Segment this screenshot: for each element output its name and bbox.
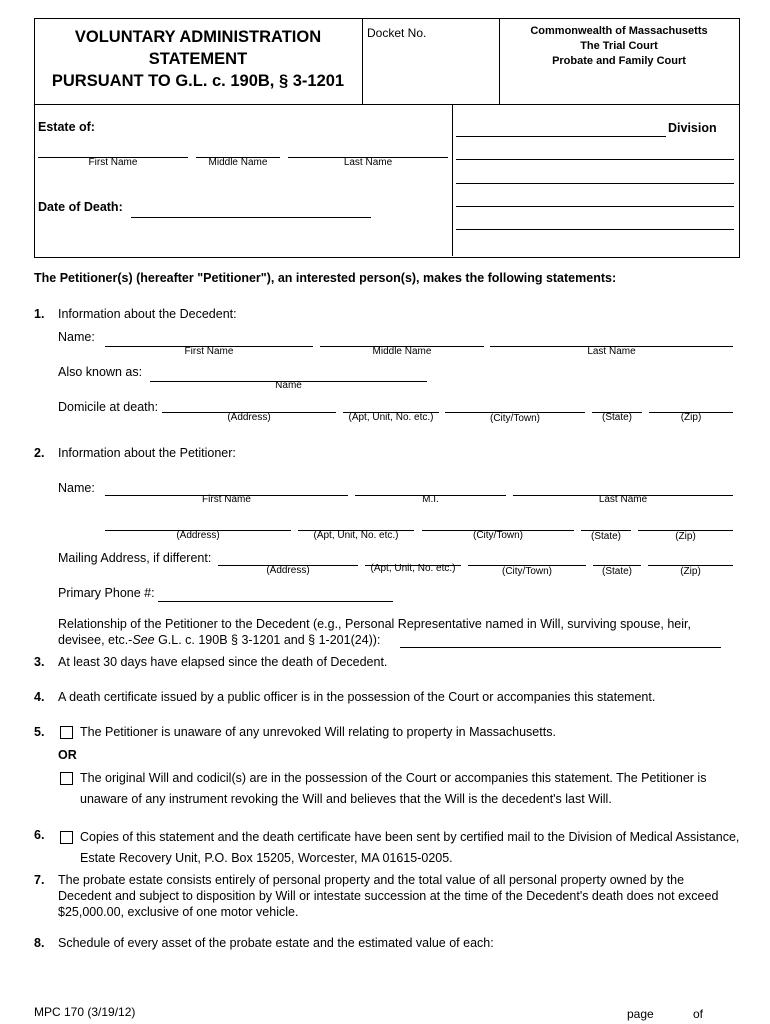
court-name [499, 24, 739, 69]
estate-middle-name-caption: Middle Name [208, 157, 268, 168]
petitioner-state-caption: (State) [590, 531, 621, 542]
section-4-number: 4. [34, 690, 45, 704]
division-line-4[interactable] [456, 206, 734, 207]
division-field[interactable] [456, 136, 666, 137]
title-line-2: STATEMENT [148, 50, 248, 68]
title-line-3: PURSUANT TO G.L. c. 190B, § 3-1201 [51, 72, 345, 90]
section-5-number: 5. [34, 725, 45, 739]
relationship-line-2 [58, 633, 380, 647]
court-line-3: Probate and Family Court [552, 55, 686, 67]
mailing-city-caption: (City/Town) [501, 566, 552, 577]
decedent-middle-caption: Middle Name [372, 346, 432, 357]
petitioner-apt-caption: (Apt, Unit, No. etc.) [313, 530, 399, 541]
relationship-field[interactable] [400, 647, 721, 648]
section-2-title: Information about the Petitioner: [58, 446, 236, 460]
phone-field[interactable] [158, 601, 393, 602]
form-id: MPC 170 (3/19/12) [34, 1005, 136, 1019]
section-3-text: At least 30 days have elapsed since the death of Decedent. [58, 655, 388, 669]
header-divider-v1 [362, 18, 363, 104]
domicile-zip-caption: (Zip) [680, 412, 702, 423]
original-will-checkbox[interactable] [60, 772, 73, 785]
or-label: OR [58, 748, 77, 762]
division-line-5[interactable] [456, 229, 734, 230]
mailing-address-label: Mailing Address, if different: [58, 551, 212, 565]
date-of-death-field[interactable] [131, 217, 371, 218]
estate-first-name-caption: First Name [88, 157, 138, 168]
domicile-state-caption: (State) [601, 412, 632, 423]
petitioner-zip-caption: (Zip) [675, 531, 696, 542]
mailing-zip-caption: (Zip) [680, 566, 701, 577]
original-will-line-1: The original Will and codicil(s) are in the possession of the Court or accompanies this statement. The Petitioner is [80, 771, 707, 785]
aka-label: Also known as: [58, 365, 143, 379]
petitioner-name-label: Name: [58, 481, 95, 495]
section-7-line-3: $25,000.00, exclusive of one motor vehicle. [58, 905, 299, 919]
domicile-apt-caption: (Apt, Unit, No. etc.) [348, 412, 434, 423]
division-line-3[interactable] [456, 183, 734, 184]
section-8-number: 8. [34, 936, 45, 950]
relationship-see: See [132, 633, 155, 647]
original-will-line-2: unaware of any instrument revoking the Will and believes that the Will is the decedent's last Will. [80, 792, 612, 806]
aka-caption: Name [275, 380, 302, 391]
copies-sent-line-2: Estate Recovery Unit, P.O. Box 15205, Worcester, MA 01615-0205. [80, 851, 453, 865]
relationship-text-a: devisee, etc.- [58, 633, 133, 647]
mailing-apt-caption: (Apt, Unit, No. etc.) [370, 563, 456, 574]
docket-label: Docket No. [367, 26, 427, 40]
copies-sent-line-1: Copies of this statement and the death certificate have been sent by certified mail to the Division of Medical Assistance, [80, 830, 740, 844]
decedent-last-caption: Last Name [587, 346, 636, 357]
petitioner-address-caption: (Address) [176, 530, 220, 541]
relationship-line-1: Relationship of the Petitioner to the Decedent (e.g., Personal Representative named in Will, surviving spouse, heir, [58, 617, 691, 631]
section-4-text: A death certificate issued by a public officer is in the possession of the Court or accompanies this statement. [58, 690, 656, 704]
title-line-1: VOLUNTARY ADMINISTRATION [74, 28, 322, 46]
domicile-label: Domicile at death: [58, 400, 159, 414]
estate-divider-v [452, 104, 453, 256]
estate-last-name-caption: Last Name [343, 157, 393, 168]
section-8-text: Schedule of every asset of the probate estate and the estimated value of each: [58, 936, 494, 950]
petitioner-mi-caption: M.I. [422, 494, 439, 505]
petitioner-last-caption: Last Name [598, 494, 648, 505]
petitioner-city-caption: (City/Town) [472, 530, 523, 541]
estate-label: Estate of: [38, 120, 95, 134]
copies-sent-checkbox[interactable] [60, 831, 73, 844]
section-1-number: 1. [34, 307, 45, 321]
of-label: of [693, 1007, 704, 1021]
section-6-number: 6. [34, 828, 45, 842]
page-label: page [627, 1007, 654, 1021]
mailing-state-caption: (State) [601, 566, 632, 577]
no-will-checkbox[interactable] [60, 726, 73, 739]
date-of-death-label: Date of Death: [38, 200, 123, 214]
domicile-city-caption: (City/Town) [489, 413, 540, 424]
mailing-address-caption: (Address) [266, 565, 310, 576]
section-2-number: 2. [34, 446, 45, 460]
relationship-text-b: G.L. c. 190B § 3-1201 and § 1-201(24)): [154, 633, 381, 647]
intro-statement: The Petitioner(s) (hereafter "Petitioner"), an interested person(s), makes the following statements: [34, 271, 617, 285]
section-3-number: 3. [34, 655, 45, 669]
section-7-line-1: The probate estate consists entirely of personal property and the total value of all personal property owned by the [58, 873, 685, 887]
header-divider-h [34, 104, 740, 105]
petitioner-first-caption: First Name [202, 494, 251, 505]
section-1-title: Information about the Decedent: [58, 307, 237, 321]
court-line-2: The Trial Court [580, 40, 658, 52]
domicile-address-caption: (Address) [227, 412, 271, 423]
decedent-first-caption: First Name [184, 346, 234, 357]
division-label: Division [668, 121, 717, 135]
form-title [34, 26, 362, 92]
decedent-name-label: Name: [58, 330, 95, 344]
section-7-number: 7. [34, 873, 45, 887]
phone-label: Primary Phone #: [58, 586, 155, 600]
section-7-line-2: Decedent and subject to disposition by Will or intestate succession at the time of the Decedent's death does not exceed [58, 889, 719, 903]
court-line-1: Commonwealth of Massachusetts [530, 25, 708, 37]
division-line-2[interactable] [456, 159, 734, 160]
no-will-text: The Petitioner is unaware of any unrevoked Will relating to property in Massachusetts. [80, 725, 556, 739]
